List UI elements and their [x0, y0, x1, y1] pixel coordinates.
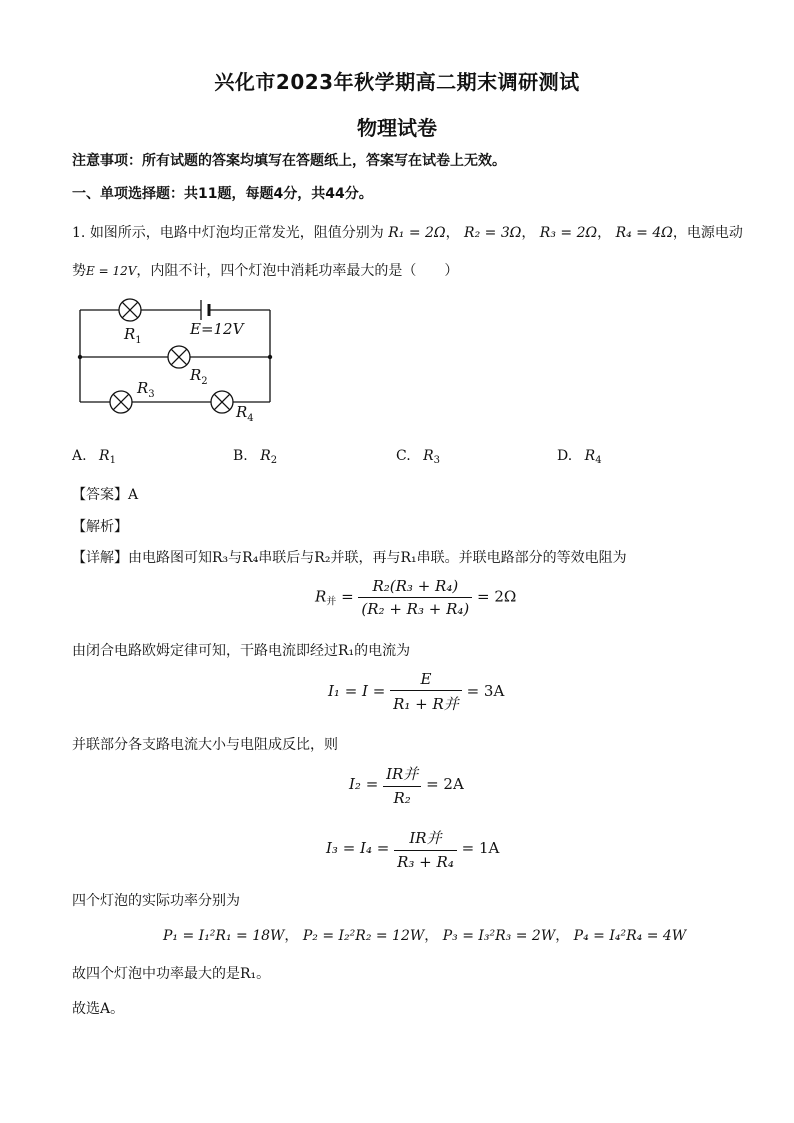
eq2-lhs: I₁ = I = — [328, 682, 386, 700]
answer-label: 【答案】 — [72, 487, 128, 503]
question-text-a: 如图所示，电路中灯泡均正常发光，阻值分别为 — [89, 225, 384, 241]
text-line-2: 由闭合电路欧姆定律可知，干路电流即经过R₁的电流为 — [72, 643, 411, 659]
eq4-rhs: = 1A — [461, 839, 500, 857]
power-p3: P₃ = I₃²R₃ = 2W — [442, 928, 556, 944]
circuit-diagram — [70, 290, 285, 425]
option-var: R — [99, 448, 110, 464]
comma: ， — [521, 225, 536, 241]
text-line-6: 故选A。 — [72, 1001, 125, 1017]
question-text-d: ，内阻不计，四个灯泡中消耗功率最大的是（ ） — [136, 263, 459, 279]
option-d[interactable] — [557, 448, 602, 466]
label-r3: $R_3$ — [137, 379, 155, 400]
lamp-r1-icon — [119, 299, 141, 321]
question-number: 1. — [72, 225, 86, 241]
answer-line — [72, 484, 138, 504]
answer-value: A — [128, 487, 139, 503]
r3-value: R₃ = 2Ω — [539, 225, 598, 241]
option-letter: C. — [396, 448, 411, 464]
eq4-numerator: IR并 — [394, 827, 457, 851]
option-var: R — [584, 448, 596, 464]
analysis-label: 【解析】 — [72, 519, 128, 535]
option-letter: D. — [557, 448, 573, 464]
detail-text: 由电路图可知R₃与R₄串联后与R₂并联，再与R₁串联。并联电路部分的等效电阻为 — [128, 550, 627, 566]
power-equations — [163, 925, 686, 945]
eq3-numerator: IR并 — [383, 763, 421, 787]
eq3-fraction — [383, 763, 421, 807]
option-letter: A. — [72, 448, 87, 464]
junction-dot — [78, 355, 82, 359]
option-sub: 2 — [270, 455, 278, 466]
junction-dot — [268, 355, 272, 359]
eq2-fraction — [390, 670, 462, 714]
equation-4 — [326, 827, 499, 871]
option-var: R — [260, 448, 271, 464]
equation-1: $R_并$ = $\frac{\text{R₂(R₃ + R₄)}}{\text{(R₂ + R₃ + R₄)}}$ = 2Ω — [315, 577, 517, 618]
r4-value: R₄ = 4Ω — [615, 225, 673, 241]
eq3-lhs: I₂ = — [349, 775, 379, 793]
r2-value: R₂ = 3Ω — [464, 225, 522, 241]
text-line-4: 四个灯泡的实际功率分别为 — [72, 893, 240, 909]
eq1-rhs: = 2Ω — [477, 587, 517, 606]
section-heading: 一、单项选择题：共11题，每题4分，共44分。 — [72, 186, 373, 202]
battery-icon — [201, 300, 209, 320]
emf-value: E = 12V — [86, 264, 137, 278]
option-c[interactable] — [396, 448, 440, 466]
eq3-rhs: = 2A — [426, 775, 464, 793]
eq1-lhs-sub: 并 — [326, 596, 337, 608]
eq4-lhs: I₃ = I₄ = — [326, 839, 390, 857]
equation-3 — [349, 763, 464, 807]
eq1-fraction — [358, 577, 472, 618]
question-text-b: ，电源电动 — [672, 225, 743, 241]
exam-title: 兴化市2023年秋学期高二期末调研测试 — [214, 70, 580, 94]
option-sub: 4 — [595, 455, 602, 466]
r1-value: R₁ = 2Ω — [388, 225, 446, 241]
power-p4: P₄ = I₄²R₄ = 4W — [573, 928, 687, 944]
lamp-r3-icon — [110, 391, 132, 413]
option-b[interactable] — [233, 448, 277, 466]
text-line-5: 故四个灯泡中功率最大的是R₁。 — [72, 966, 271, 982]
power-p1: P₁ = I₁²R₁ = 18W — [163, 928, 285, 944]
detail-line — [72, 547, 627, 567]
eq3-denominator: R₂ — [393, 789, 411, 807]
comma: ， — [597, 225, 612, 241]
comma: ， — [445, 225, 460, 241]
label-r2: $R_2$ — [190, 366, 208, 387]
eq2-denominator: R₁ + R并 — [393, 695, 459, 713]
eq4-denominator: R₃ + R₄ — [397, 853, 454, 871]
eq1-denominator: (R₂ + R₃ + R₄) — [361, 600, 470, 618]
eq4-fraction — [394, 827, 457, 871]
question-line-2 — [72, 260, 458, 280]
text-line-3: 并联部分各支路电流大小与电阻成反比，则 — [72, 737, 338, 753]
question-line-1 — [72, 222, 743, 242]
eq1-numerator: R₂(R₃ + R₄) — [358, 577, 472, 598]
separator: ， — [555, 928, 570, 944]
option-sub: 3 — [433, 455, 441, 466]
detail-label: 【详解】 — [72, 550, 128, 566]
equation-2 — [328, 670, 504, 714]
power-p2: P₂ = I₂²R₂ = 12W — [302, 928, 425, 944]
question-text-c: 势 — [72, 263, 86, 279]
option-letter: B. — [233, 448, 248, 464]
label-emf: E=12V — [190, 320, 244, 338]
eq1-lhs: R — [315, 587, 327, 606]
option-sub: 1 — [109, 455, 116, 466]
separator: ， — [424, 928, 439, 944]
separator: ， — [284, 928, 299, 944]
option-a[interactable] — [72, 448, 116, 466]
subject-title: 物理试卷 — [357, 116, 437, 140]
lamp-r4-icon — [211, 391, 233, 413]
label-r4: $R_4$ — [236, 403, 254, 424]
lamp-r2-icon — [168, 346, 190, 368]
option-var: R — [423, 448, 434, 464]
eq2-numerator: E — [390, 670, 462, 691]
notice: 注意事项：所有试题的答案均填写在答题纸上，答案写在试卷上无效。 — [72, 153, 506, 169]
eq2-rhs: = 3A — [466, 682, 505, 700]
label-r1: $R_1$ — [124, 325, 142, 346]
